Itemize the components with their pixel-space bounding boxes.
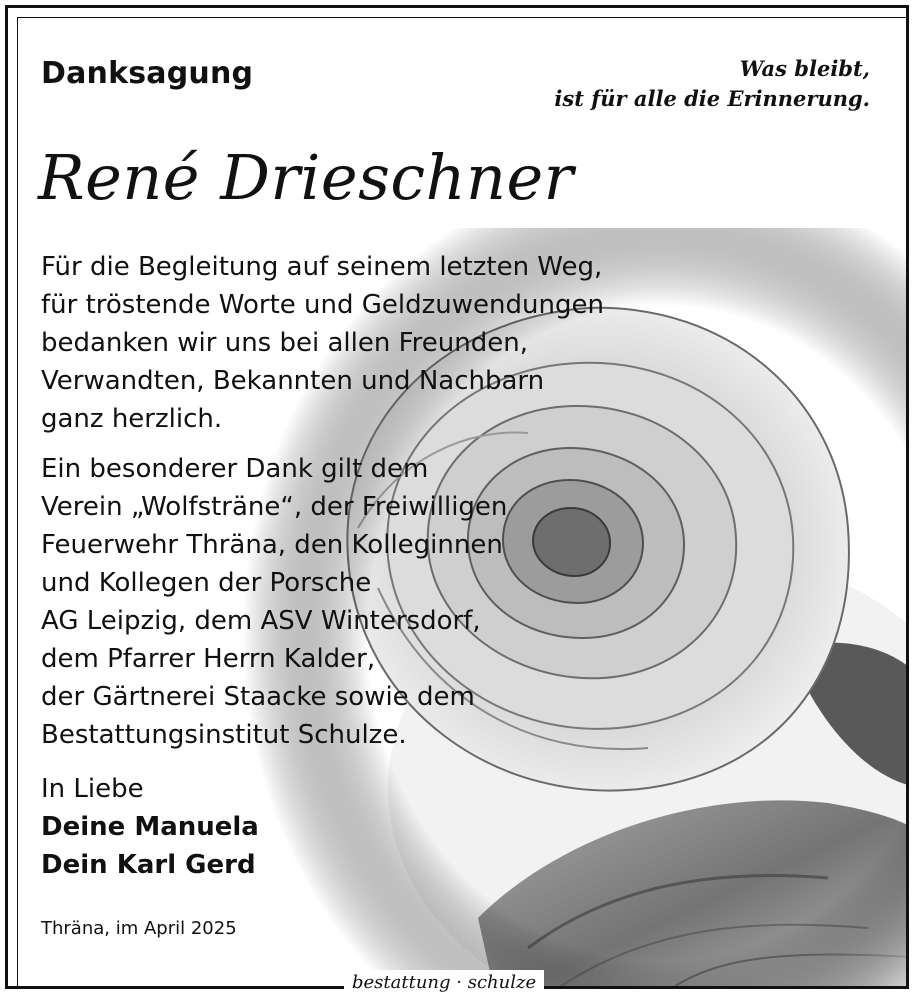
place-date: Thräna, im April 2025 (41, 918, 237, 939)
thanks-paragraph-2 (41, 450, 507, 754)
obituary-card (5, 5, 909, 989)
text-line: für tröstende Worte und Geldzuwendungen (41, 290, 604, 320)
text-line: Ein besonderer Dank gilt dem (41, 454, 429, 484)
text-line: bedanken wir uns bei allen Freunden, (41, 328, 528, 358)
motto (554, 54, 870, 114)
motto-line-1: Was bleibt, (739, 56, 870, 81)
signature-name-2: Dein Karl Gerd (41, 850, 256, 880)
text-line: Bestattungsinstitut Schulze. (41, 720, 407, 750)
signature-intro: In Liebe (41, 774, 144, 804)
text-line: Verein „Wolfsträne“, der Freiwilligen (41, 492, 508, 522)
text-line: und Kollegen der Porsche (41, 568, 372, 598)
text-line: Verwandten, Bekannten und Nachbarn (41, 366, 545, 396)
signature (41, 770, 259, 884)
text-line: AG Leipzig, dem ASV Wintersdorf, (41, 606, 481, 636)
deceased-name: René Drieschner (38, 141, 574, 214)
signature-name-1: Deine Manuela (41, 812, 259, 842)
thanks-paragraph-1 (41, 248, 604, 438)
text-line: Für die Begleitung auf seinem letzten Weg, (41, 252, 603, 282)
header-title: Danksagung (41, 56, 254, 91)
text-line: dem Pfarrer Herrn Kalder, (41, 644, 376, 674)
text-line: Feuerwehr Thräna, den Kolleginnen (41, 530, 503, 560)
text-line: der Gärtnerei Staacke sowie dem (41, 682, 475, 712)
footer-logo: bestattung · schulze (344, 970, 544, 996)
text-line: ganz herzlich. (41, 404, 223, 434)
motto-line-2: ist für alle die Erinnerung. (554, 86, 870, 111)
